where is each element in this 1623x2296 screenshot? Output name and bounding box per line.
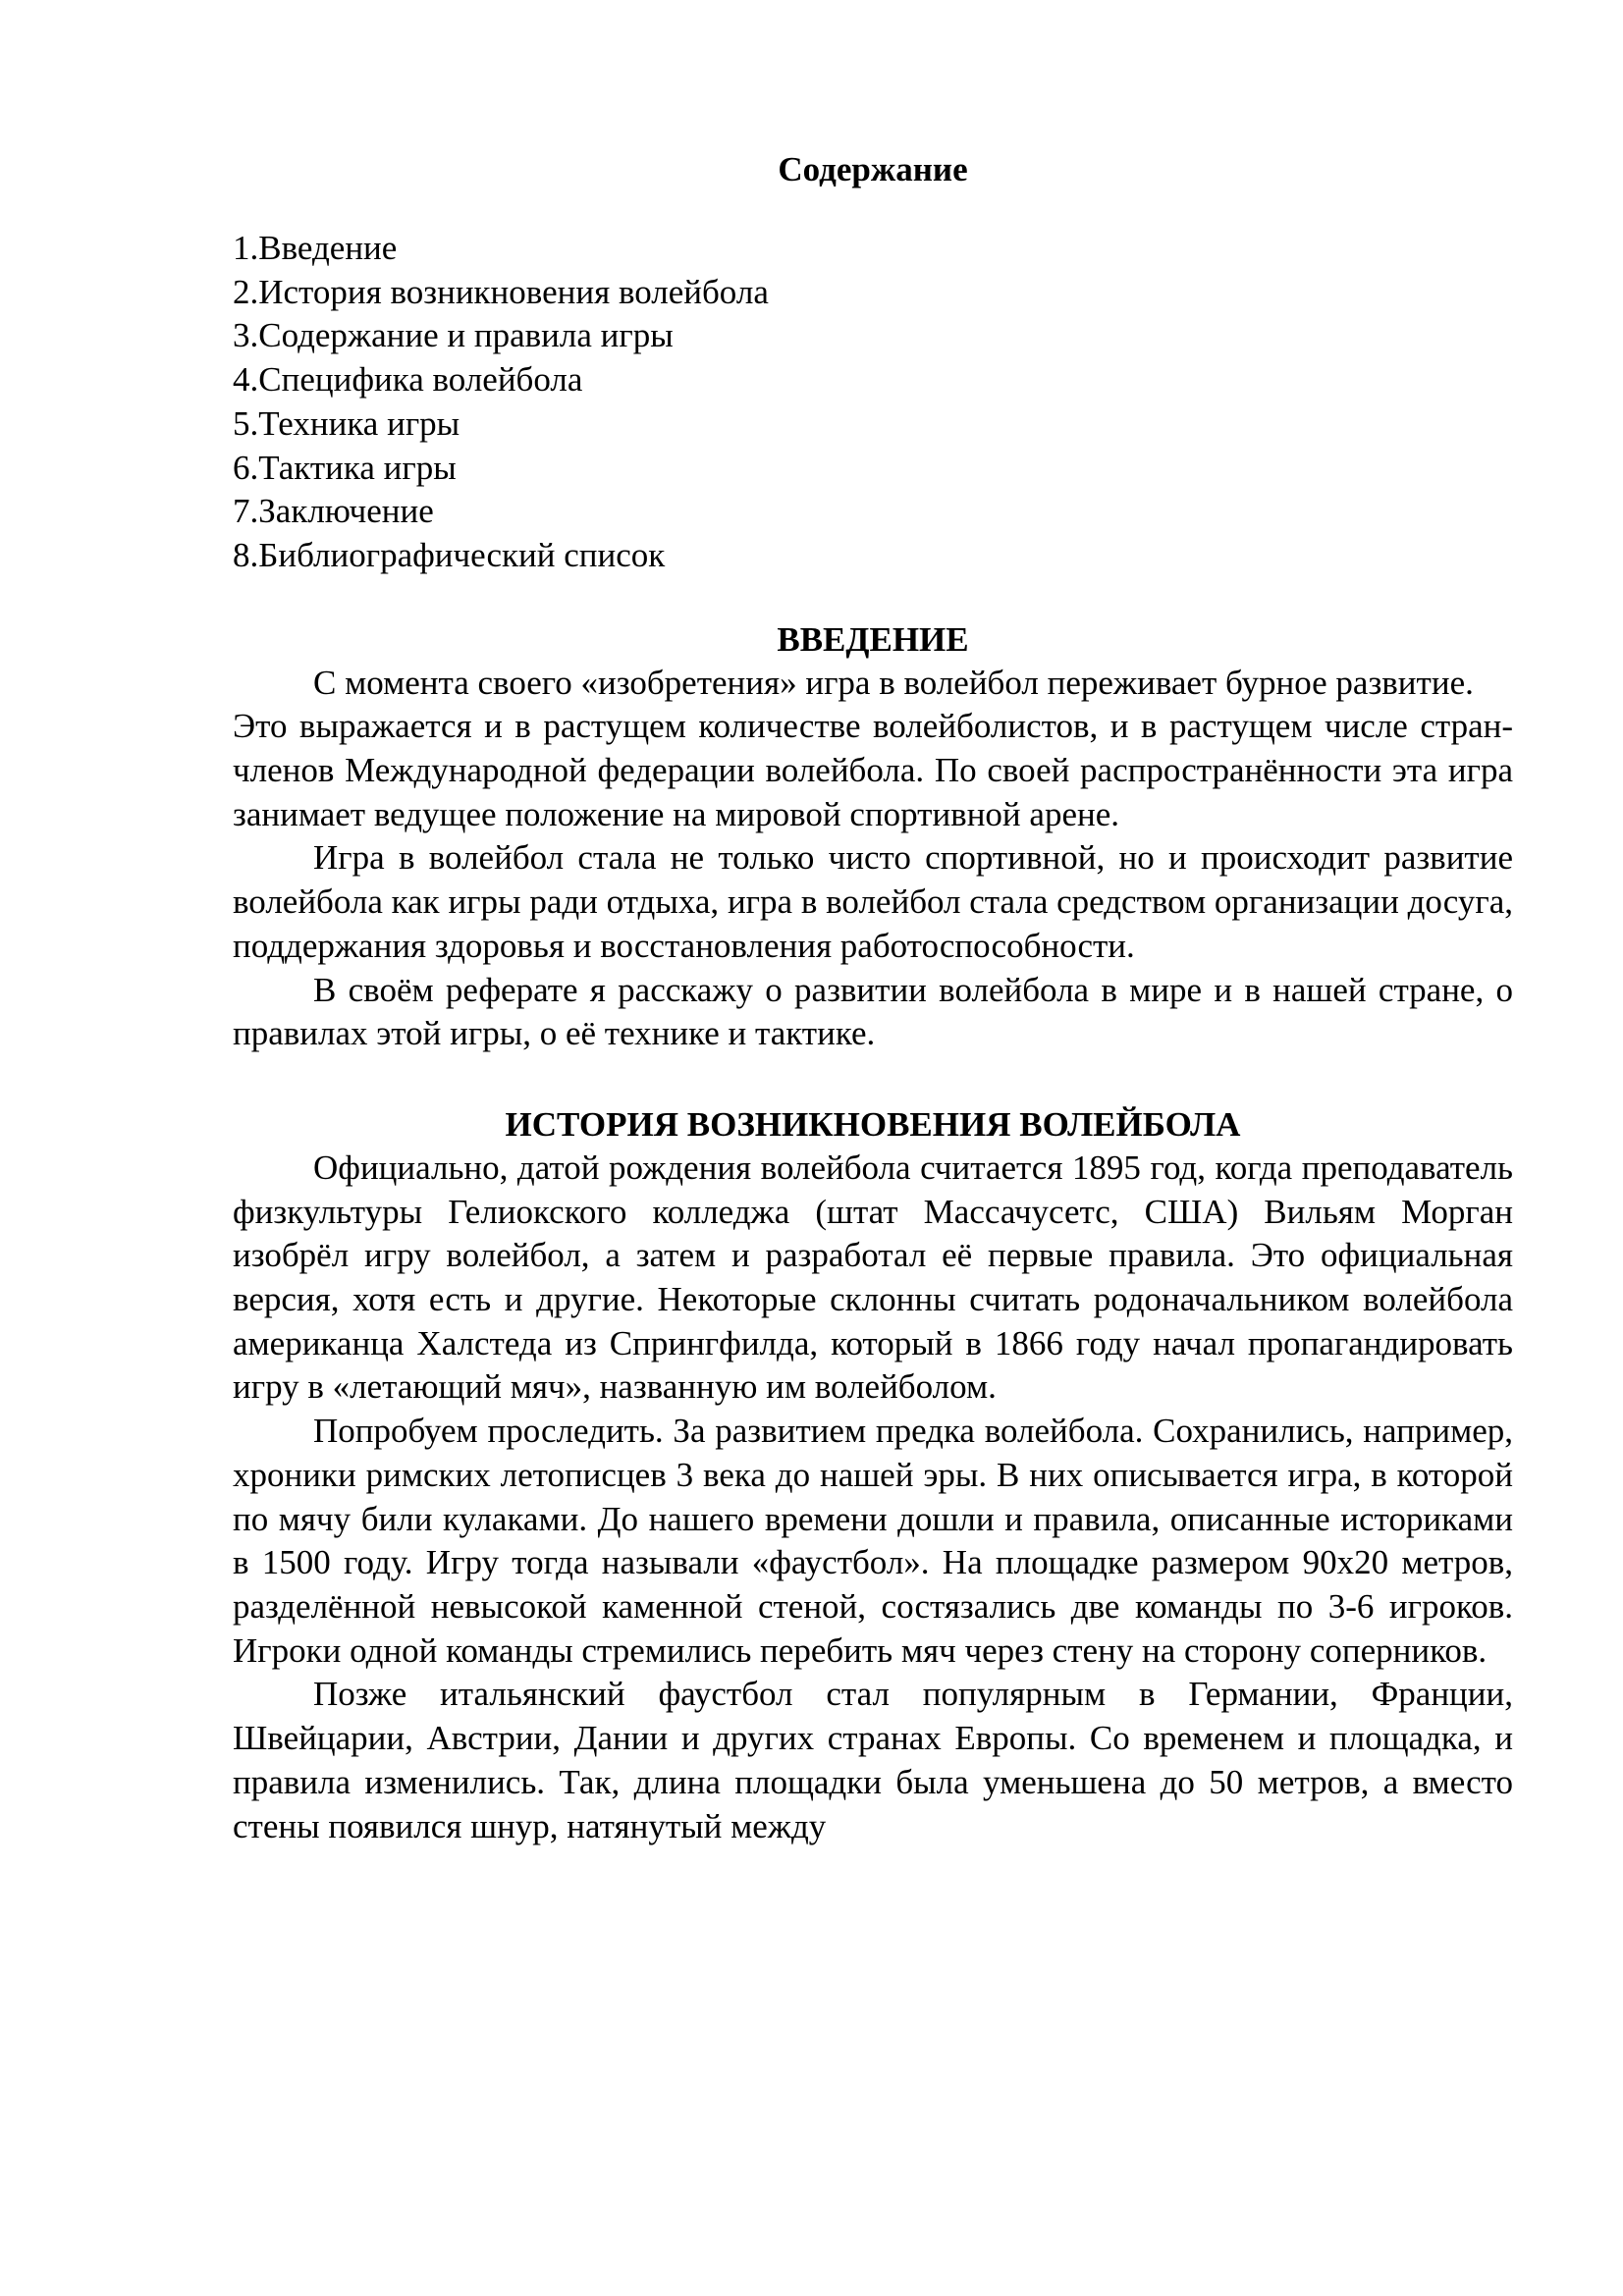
intro-paragraph: Это выражается и в растущем количестве волейболистов, и в растущем числе стран-членов Международной федерации волейбола. По своей распространённости эта игра занимает ведущее положение на мировой спортивной арене. [233, 707, 1513, 833]
toc-item: 7.Заключение [233, 492, 434, 531]
toc-title: Содержание [778, 150, 968, 188]
history-paragraph: Попробуем проследить. За развитием предка волейбола. Сохранились, например, хроники римских летописцев 3 века до нашей эры. В них описывается игра, в которой по мячу били кулаками. До нашего времени дошли и правила, описанные историками в 1500 году. Игру тогда называли «фаустбол». На площадке размером 90х20 метров, разделённой невысокой каменной стеной, состязались две команды по 3-6 игроков. Игроки одной команды стремились перебить мяч через стену на сторону соперников. [233, 1412, 1513, 1670]
toc-item: 4.Специфика волейбола [233, 360, 583, 400]
history-paragraph: Официально, датой рождения волейбола считается 1895 год, когда преподаватель физкультуры Гелиокского колледжа (штат Массачусетс, США) Вильям Морган изобрёл игру волейбол, а затем и разработал её первые правила. Это официальная версия, хотя есть и другие. Некоторые склонны считать родоначальником волейбола американца Халстеда из Спрингфилда, который в 1866 году начал пропагандировать игру в «летающий мяч», названную им волейболом. [233, 1148, 1513, 1407]
toc-item: 1.Введение [233, 229, 398, 267]
intro-heading: ВВЕДЕНИЕ [777, 619, 969, 659]
toc-item: 5.Техника игры [233, 403, 460, 443]
document-page [233, 147, 1513, 1848]
toc-item: 3.Содержание и правила игры [233, 316, 674, 355]
intro-paragraph: Игра в волейбол стала не только чисто спортивной, но и происходит развитие волейбола как игры ради отдыха, игра в волейбол стала средством организации досуга, поддержания здоровья и восстановления работоспособности. [233, 838, 1513, 965]
toc-item: 2.История возникновения волейбола [233, 272, 769, 311]
history-heading: ИСТОРИЯ ВОЗНИКНОВЕНИЯ ВОЛЕЙБОЛА [505, 1104, 1241, 1144]
history-paragraph: Позже итальянский фаустбол стал популярным в Германии, Франции, Швейцарии, Австрии, Дании и других странах Европы. Со временем и площадка, и правила изменились. Так, длина площадки была уменьшена до 50 метров, а вместо стены появился шнур, натянутый между [233, 1675, 1513, 1845]
toc-item: 8.Библиографический список [233, 535, 666, 574]
toc-item: 6.Тактика игры [233, 448, 457, 487]
toc-list [233, 227, 1513, 578]
intro-paragraph: В своём реферате я расскажу о развитии волейбола в мире и в нашей стране, о правилах этой игры, о её технике и тактике. [233, 970, 1513, 1053]
intro-paragraph: С момента своего «изобретения» игра в волейбол переживает бурное развитие. [313, 663, 1474, 702]
